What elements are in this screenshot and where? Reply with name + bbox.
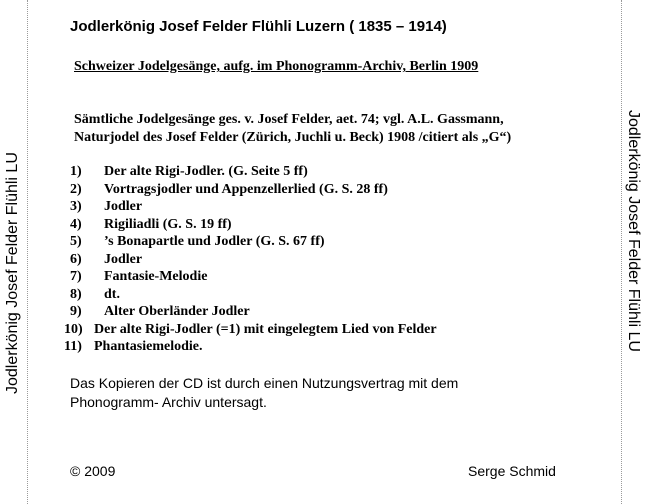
track-item — [64, 303, 437, 321]
track-list — [64, 163, 437, 356]
author-name: Serge Schmid — [468, 463, 556, 479]
track-number: 6) — [70, 251, 82, 267]
track-item — [64, 198, 437, 216]
track-number: 1) — [70, 164, 82, 179]
track-number: 3) — [70, 199, 82, 214]
spine-label-right: Jodlerkönig Josef Felder Flühli LU — [625, 110, 642, 352]
intro-text — [74, 111, 594, 147]
notice-line: Das Kopieren der CD ist durch einen Nutzungsvertrag mit dem — [70, 375, 459, 391]
spine-label-left: Jodlerkönig Josef Felder Flühli LU — [4, 152, 21, 394]
track-number: 11) — [64, 339, 82, 354]
track-title: ’s Bonapartle und Jodler (G. S. 67 ff) — [104, 234, 325, 249]
track-item — [64, 216, 437, 234]
track-title: Jodler — [104, 251, 143, 267]
track-number: 8) — [70, 286, 82, 302]
track-number: 5) — [70, 234, 82, 249]
track-item — [64, 268, 437, 286]
track-item — [64, 233, 437, 251]
track-title: Der alte Rigi-Jodler. (G. Seite 5 ff) — [104, 164, 308, 179]
track-item — [64, 251, 437, 269]
track-title: Phantasiemelodie. — [94, 339, 203, 354]
intro-line: Sämtliche Jodelgesänge ges. v. Josef Felder, aet. 74; vgl. A.L. Gassmann, — [74, 112, 504, 127]
left-fold-line — [27, 0, 28, 504]
track-item — [64, 338, 437, 356]
track-number: 9) — [70, 304, 82, 319]
track-item — [64, 321, 437, 339]
track-item — [64, 181, 437, 199]
track-number: 2) — [70, 181, 82, 197]
track-number: 7) — [70, 269, 82, 284]
right-fold-line — [621, 0, 622, 504]
track-number: 4) — [70, 216, 82, 232]
copy-notice — [70, 374, 540, 412]
track-title: Vortragsjodler und Appenzellerlied (G. S. 28 ff) — [104, 181, 388, 197]
track-title: Der alte Rigi-Jodler (=1) mit eingelegtem Lied von Felder — [94, 321, 437, 337]
track-item — [64, 163, 437, 181]
intro-line: Naturjodel des Josef Felder (Zürich, Juchli u. Beck) 1908 /citiert als „G“) — [74, 130, 512, 145]
track-number: 10) — [64, 321, 83, 337]
page-title: Jodlerkönig Josef Felder Flühli Luzern ( 1835 – 1914) — [70, 18, 447, 35]
track-title: Rigiliadli (G. S. 19 ff) — [104, 216, 232, 232]
track-title: Jodler — [104, 199, 143, 214]
page-subtitle: Schweizer Jodelgesänge, aufg. im Phonogramm-Archiv, Berlin 1909 — [74, 59, 479, 74]
track-item — [64, 286, 437, 304]
track-title: Alter Oberländer Jodler — [104, 304, 250, 319]
notice-line: Phonogramm- Archiv untersagt. — [70, 394, 267, 410]
track-title: Fantasie-Melodie — [104, 269, 208, 284]
track-title: dt. — [104, 286, 120, 302]
copyright-text: © 2009 — [70, 463, 116, 479]
